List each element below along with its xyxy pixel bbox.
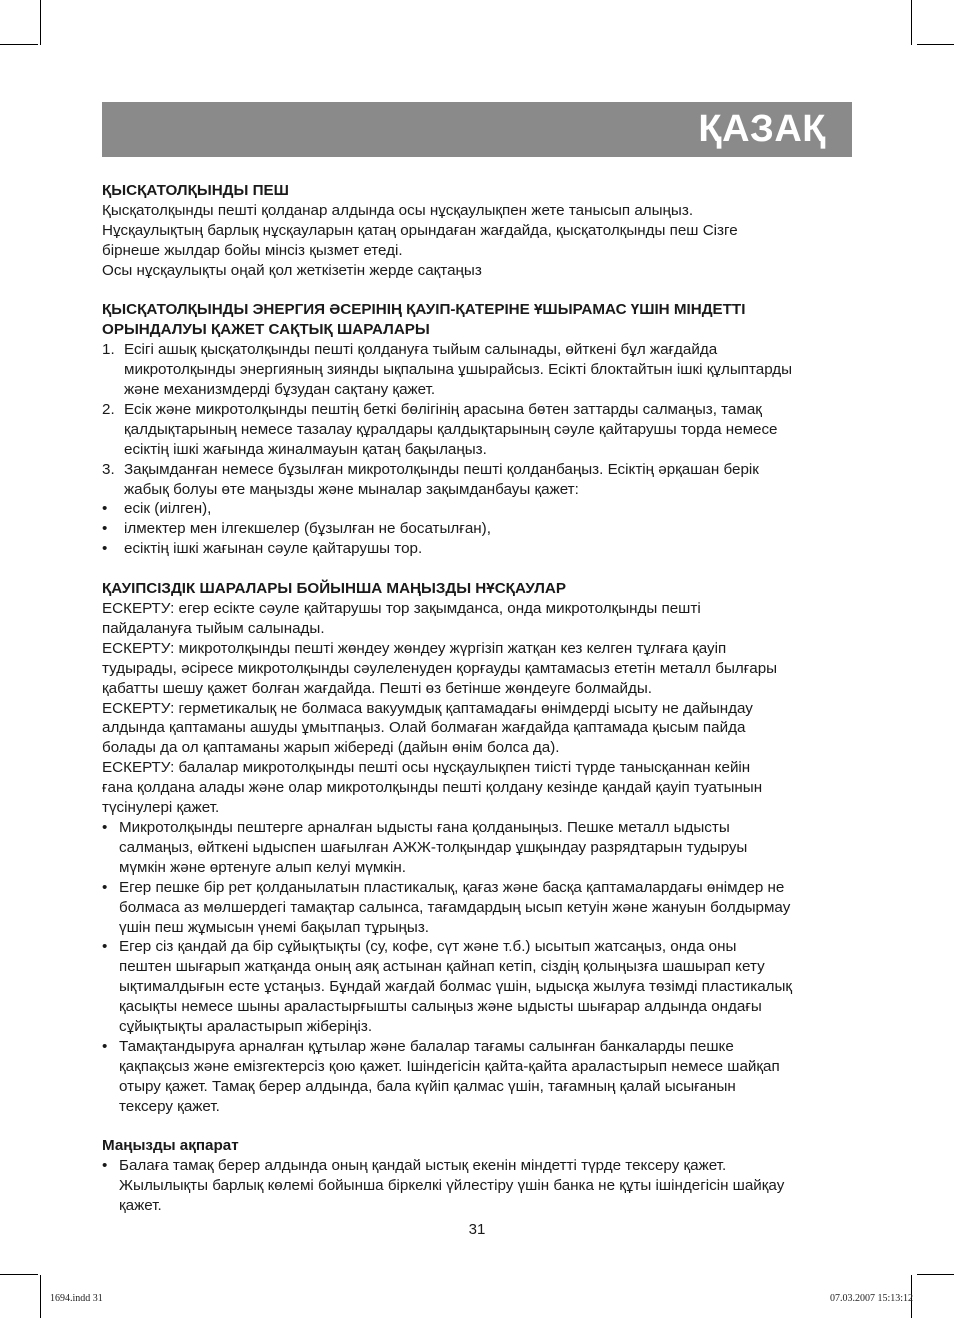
bullet-item — [102, 1037, 854, 1117]
item-line: пештен шығарып жатқанда оның аяқ астынан қайнап кетіп, сіздің қолыңызға шашырап кету — [119, 958, 765, 976]
item-line: есік (иілген), — [124, 500, 212, 518]
item-line: Микротолқынды пештерге арналған ыдысты ғана қолданыңыз. Пешке металл ыдысты — [119, 818, 730, 836]
paragraph-line: Нұсқаулықтың барлық нұсқауларын қатаң орындаған жағдайда, қысқатолқынды пеш Сізге — [102, 221, 738, 239]
file-slug: 1694.indd 31 — [50, 1293, 103, 1304]
numbered-item — [102, 400, 854, 460]
item-line: қақпақсыз және емізгектерсіз қою қажет. Ішіндегісін қайта-қайта араластырып немесе шайқап — [119, 1057, 780, 1075]
date-slug: 07.03.2007 15:13:12 — [829, 1293, 913, 1304]
item-line: қажет. — [119, 1197, 162, 1215]
page-number: 31 — [468, 1221, 486, 1238]
document-body — [102, 181, 854, 1216]
item-line: есіктің ішкі жағынан сәуле қайтарушы тор. — [124, 540, 423, 558]
item-line: Тамақтандыруға арналған құтылар және балалар тағамы салынған банкаларды пешке — [119, 1037, 734, 1055]
bullet-marker: • — [102, 938, 108, 956]
bullet-item — [102, 878, 854, 938]
crop-mark — [917, 44, 954, 45]
section-heading: ҚЫСҚАТОЛҚЫНДЫ ПЕШ — [102, 182, 289, 199]
warning-line: пайдалануға тыйым салынады. — [102, 619, 325, 637]
warning-line: ЕСКЕРТУ: егер есікте сәуле қайтарушы тор зақымданса, онда микротолқынды пешті — [102, 600, 701, 617]
paragraph-line: Қысқатолқынды пешті қолданар алдында осы нұсқаулықпен жете танысып алыңыз. — [102, 201, 694, 219]
crop-mark — [40, 1275, 41, 1318]
warning-line: тудырады, әсіресе микротолқынды сәулеленуден қорғауды қамтамасыз ететін металл былғары — [102, 659, 778, 677]
section-heading: ОРЫНДАЛУЫ ҚАЖЕТ САҚТЫҚ ШАРАЛАРЫ — [102, 321, 430, 339]
item-number: 3. — [102, 460, 115, 478]
bullet-item — [102, 1156, 854, 1216]
bullet-marker: • — [102, 540, 108, 558]
numbered-item — [102, 340, 854, 400]
crop-mark — [911, 0, 912, 45]
bullet-marker: • — [102, 1037, 108, 1055]
item-line: ықтималдығын есте ұстаңыз. Бұндай жағдай болмас үшін, ыдысқа жылуға төзімді пластикалық — [119, 978, 793, 996]
item-line: Есік және микротолқынды пештің беткі бөлігінің арасына бөтен заттарды салмаңыз, тамақ — [124, 400, 762, 418]
item-line: және механизмдерді бұзудан сақтану қажет. — [124, 381, 436, 399]
item-line: сұйықтықты араластырып жіберіңіз. — [119, 1018, 373, 1036]
section-heading: Маңызды ақпарат — [102, 1137, 239, 1155]
item-line: жабық болуы өте маңызды және мыналар зақымданбауы қажет: — [124, 480, 579, 498]
item-number: 2. — [102, 400, 115, 418]
bullet-marker: • — [102, 500, 108, 518]
item-line: Зақымданған немесе бұзылған микротолқынды пешті қолданбаңыз. Есіктің әрқашан берік — [124, 460, 759, 478]
bullet-marker: • — [102, 1157, 108, 1175]
warning-line: ЕСКЕРТУ: балалар микротолқынды пешті осы нұсқаулықпен тиісті түрде танысқаннан кейін — [102, 759, 751, 777]
item-line: Жылылықты барлық көлемі бойынша біркелкі үйлестіру үшін банка не құты ішіндегісін шайқау — [119, 1177, 785, 1195]
bullet-marker: • — [102, 878, 108, 896]
item-line: Есігі ашық қысқатолқынды пешті қолдануға тыйым салынады, өйткені бұл жағдайда — [124, 341, 718, 359]
item-number: 1. — [102, 341, 115, 359]
item-line: үшін пеш жұмысын үнемі бақылап тұрыңыз. — [119, 918, 430, 936]
item-line: ілмектер мен ілгекшелер (бұзылған не босатылған), — [124, 520, 491, 538]
bullet-item — [102, 499, 854, 519]
item-line: болмаса аз мөлшердегі тамақтар салынса, тағамдардың ысып кетуін және жануын болдырмау — [119, 898, 791, 916]
item-line: мүмкін және өртенуге алып келуі мүмкін. — [119, 858, 406, 876]
crop-mark — [0, 1274, 38, 1275]
paragraph-line: Осы нұсқаулықты оңай қол жеткізетін жерде сақтаңыз — [102, 261, 482, 279]
section-heading: ҚАУІПСІЗДІК ШАРАЛАРЫ БОЙЫНША МАҢЫЗДЫ НҰСҚАУЛАР — [102, 580, 566, 598]
warning-line: ЕСКЕРТУ: микротолқынды пешті жөндеу жөндеу жүргізіп жатқан кез келген тұлғаға қауіп — [102, 639, 727, 657]
item-line: микротолқынды энергияның зиянды ықпалына ұшырайсыз. Есікті блоктайтын ішкі құлыптарды — [124, 361, 793, 379]
bullet-item — [102, 539, 854, 559]
warning-line: болады да ол қаптаманы жарып жібереді (дайын өнім болса да). — [102, 739, 560, 757]
crop-mark — [0, 44, 38, 45]
bullet-item — [102, 519, 854, 539]
language-title: ҚАЗАҚ — [698, 108, 826, 150]
item-line: есіктің ішкі жағында жиналмауын қатаң бақылаңыз. — [124, 440, 487, 458]
language-banner — [102, 102, 852, 157]
item-line: тексеру қажет. — [119, 1097, 220, 1115]
item-line: қасықты немесе шыны араластырғышты салыңыз және ыдысты шығарар алдында ондағы — [119, 998, 762, 1016]
warning-line: ғана қолдана алады және олар микротолқынды пешті қолдану кезінде қандай қауіп туатынын — [102, 779, 763, 797]
section-heading: ҚЫСҚАТОЛҚЫНДЫ ЭНЕРГИЯ ӘСЕРІНІҢ ҚАУІП-ҚАТЕРІНЕ ҰШЫРАМАС ҮШІН МІНДЕТТІ — [102, 301, 746, 319]
crop-mark — [917, 1274, 954, 1275]
paragraph-line: бірнеше жылдар бойы мінсіз қызмет етеді. — [102, 241, 403, 259]
bullet-item — [102, 937, 854, 1037]
warning-line: қабатты шешу қажет болған жағдайда. Пешті өз бетінше жөндеуге болмайды. — [102, 679, 652, 697]
warning-line: түсінулері қажет. — [102, 799, 220, 817]
item-line: Егер сіз қандай да бір сұйықтықты (су, кофе, сүт және т.б.) ысытып жатсаңыз, онда оны — [119, 938, 737, 956]
bullet-marker: • — [102, 818, 108, 836]
warning-line: ЕСКЕРТУ: герметикалық не болмаса вакуумдық қаптамадағы өнімдерді ысыту не дайындау — [102, 699, 753, 717]
warning-line: алдында қаптаманы ашуды ұмытпаңыз. Олай болмаған жағдайда қаптамада қысым пайда — [102, 719, 746, 737]
item-line: қалдықтарының немесе тазалау құралдары қалдықтарының сәуле қайтарушы торда немесе — [124, 420, 778, 438]
crop-mark — [40, 0, 41, 45]
item-line: отыру қажет. Тамақ берер алдында, бала күйіп қалмас үшін, тағамның қалай ысығанын — [119, 1077, 736, 1095]
numbered-item — [102, 460, 854, 500]
bullet-marker: • — [102, 520, 108, 538]
bullet-item — [102, 818, 854, 878]
item-line: Егер пешке бір рет қолданылатын пластикалық, қағаз және басқа қаптамалардағы өнімдер не — [119, 878, 785, 896]
item-line: Балаға тамақ берер алдында оның қандай ыстық екенін міндетті түрде тексеру қажет. — [119, 1157, 727, 1175]
item-line: салмаңыз, өйткені ыдыспен шағылған АЖЖ-толқындар ұшқындау разрядтарын тудыруы — [119, 838, 748, 856]
